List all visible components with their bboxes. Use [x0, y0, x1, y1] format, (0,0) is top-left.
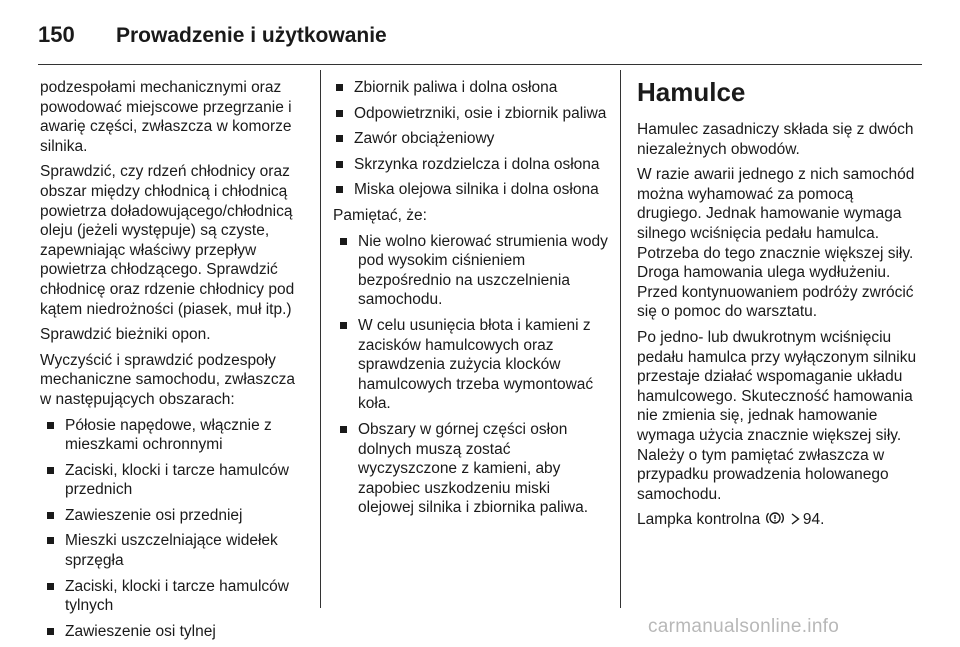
list-item-text: Półosie napędowe, włącznie z mieszkami ochronnymi	[65, 416, 272, 454]
bullet-square-icon	[47, 512, 54, 519]
column-right	[637, 78, 921, 536]
bullet-square-icon	[336, 161, 343, 168]
bullet-square-icon	[47, 467, 54, 474]
page-header	[38, 22, 922, 52]
brake-warning-lamp-icon	[765, 510, 785, 526]
bullet-square-icon	[340, 238, 347, 245]
list-item	[333, 104, 608, 124]
list-item-text: Odpowietrzniki, osie i zbiornik paliwa	[354, 104, 607, 122]
bullet-square-icon	[336, 84, 343, 91]
lamp-label: Lampka kontrolna	[637, 511, 761, 529]
list-item	[44, 531, 310, 570]
list-item	[333, 129, 608, 149]
bullet-list	[333, 232, 608, 518]
list-item	[333, 78, 608, 98]
list-item-text: Zawór obciążeniowy	[354, 130, 495, 148]
bullet-square-icon	[336, 186, 343, 193]
section-heading: Hamulce	[637, 77, 746, 107]
bullet-square-icon	[47, 583, 54, 590]
chapter-title: Prowadzenie i użytkowanie	[116, 24, 387, 47]
page-reference-arrow-icon	[791, 513, 800, 525]
column-divider	[620, 70, 621, 608]
list-item	[44, 577, 310, 616]
bullet-list	[40, 416, 310, 642]
list-item-text: Obszary w górnej części osłon dolnych muszą zostać wyczyszczone z kamieni, aby zapobiec uszkodzeniu miski olejowej silnika i zbiornika paliwa.	[358, 420, 589, 517]
list-item-text: Zbiornik paliwa i dolna osłona	[354, 79, 558, 96]
list-item-text: Miska olejowa silnika i dolna osłona	[354, 181, 599, 199]
list-item-text: Nie wolno kierować strumienia wody pod wysokim ciśnieniem bezpośrednio na uszczelnienia samochodu.	[358, 232, 608, 309]
bullet-square-icon	[336, 110, 343, 117]
list-item-text: Zaciski, klocki i tarcze hamulców przednich	[65, 461, 289, 499]
bullet-square-icon	[47, 537, 54, 544]
page-number: 150	[38, 22, 75, 47]
paragraph: podzespołami mechanicznymi oraz powodować miejscowe przegrzanie i awarię części, zwłaszcza w komorze silnika.	[40, 79, 292, 155]
column-middle	[333, 78, 608, 524]
paragraph: Pamiętać, że:	[333, 206, 427, 224]
paragraph: Sprawdzić, czy rdzeń chłodnicy oraz obszar między chłodnicą i chłodnicą powietrza doładowującego/chłodnicą oleju (jeżeli występuje) są czyste, zapewniając właściwy przepływ powietrza chłodzącego. Sprawdzić chłodnicę oraz rdzenie chłodnicy pod kątem niedrożności (piasek, muł itp.)	[40, 163, 295, 318]
bullet-square-icon	[336, 135, 343, 142]
paragraph: W razie awarii jednego z nich samochód można wyhamować za pomocą drugiego. Jednak hamowanie wymaga silnego wciśnięcia pedału hamulca. Potrzeba do tego znacznie większej siły. Droga hamowania ulega wydłużeniu. Przed kontynuowaniem podróży zwrócić się o pomoc do warsztatu.	[637, 166, 915, 321]
bullet-square-icon	[47, 628, 54, 635]
list-item	[44, 622, 310, 642]
list-item-text: Zawieszenie osi przedniej	[65, 506, 243, 524]
list-item-text: Zaciski, klocki i tarcze hamulców tylnych	[65, 577, 289, 615]
column-divider	[320, 70, 321, 608]
bullet-square-icon	[47, 422, 54, 429]
bullet-square-icon	[340, 426, 347, 433]
list-item	[337, 316, 608, 414]
bullet-square-icon	[340, 322, 347, 329]
paragraph: Po jedno- lub dwukrotnym wciśnięciu pedału hamulca przy wyłączonym silniku przestaje działać wspomaganie układu hamulcowego. Skuteczność hamowania nie zmienia się, jednak hamowanie wymaga użycia znacznie większej siły. Należy o tym pamiętać zwłaszcza w przypadku prowadzenia holowanego samochodu.	[637, 328, 917, 503]
list-item	[333, 180, 608, 200]
header-divider	[38, 64, 922, 65]
watermark: carmanualsonline.info	[648, 616, 840, 637]
page-reference: 94.	[802, 511, 825, 529]
column-left	[40, 78, 310, 647]
list-item-text: Mieszki uszczelniające widełek sprzęgła	[65, 532, 278, 570]
list-item	[44, 506, 310, 526]
warning-lamp-reference	[637, 510, 921, 530]
paragraph: Hamulec zasadniczy składa się z dwóch niezależnych obwodów.	[637, 121, 914, 158]
list-item	[333, 155, 608, 175]
bullet-list	[333, 78, 608, 200]
list-item-text: W celu usunięcia błota i kamieni z zacisków hamulcowych oraz sprawdzenia zużycia klocków hamulcowych trzeba wymontować koła.	[358, 316, 594, 413]
list-item-text: Zawieszenie osi tylnej	[65, 622, 216, 640]
paragraph: Sprawdzić bieżniki opon.	[40, 326, 211, 344]
list-item-text: Skrzynka rozdzielcza i dolna osłona	[354, 155, 600, 173]
list-item	[337, 232, 608, 310]
list-item	[44, 461, 310, 500]
list-item	[44, 416, 310, 455]
list-item	[337, 420, 608, 518]
paragraph: Wyczyścić i sprawdzić podzespoły mechaniczne samochodu, zwłaszcza w następujących obszarach:	[40, 351, 296, 408]
